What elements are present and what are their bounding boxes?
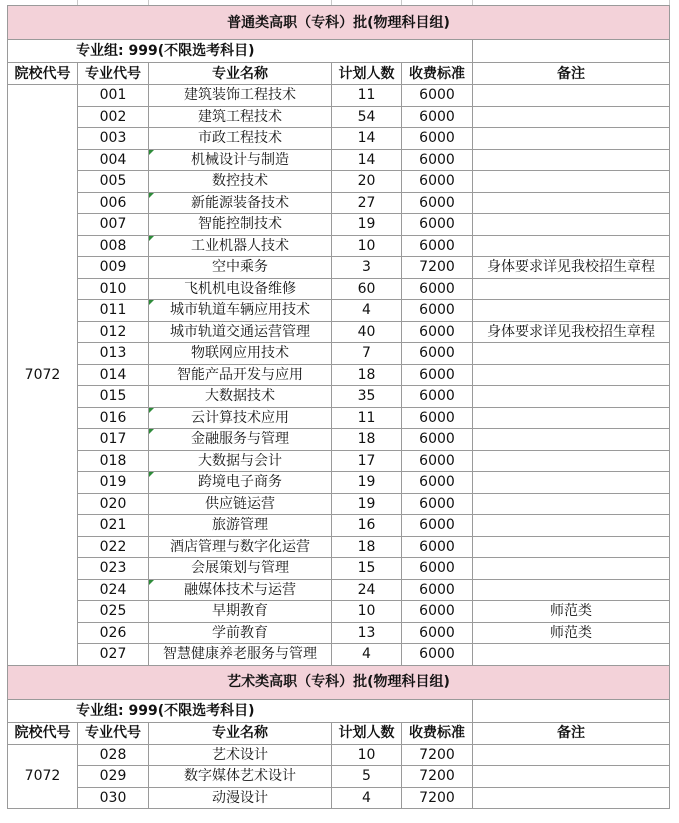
table-row: [8, 429, 670, 451]
plan-count: 3: [332, 257, 402, 279]
major-name: 建筑装饰工程技术: [149, 85, 332, 107]
fee: 6000: [402, 149, 473, 171]
table-row: [8, 622, 670, 644]
table-row: [8, 744, 670, 766]
note: [473, 744, 670, 766]
major-name: 城市轨道车辆应用技术: [149, 300, 332, 322]
note-header: 备注: [473, 63, 670, 85]
note: [473, 579, 670, 601]
note: [473, 149, 670, 171]
group-row: [8, 40, 670, 63]
major-code: 029: [78, 766, 149, 788]
note: [473, 515, 670, 537]
major-name: 酒店管理与数字化运营: [149, 536, 332, 558]
major-code: 023: [78, 558, 149, 580]
note: [473, 278, 670, 300]
fee: 6000: [402, 128, 473, 150]
major-name: 城市轨道交通运营管理: [149, 321, 332, 343]
major-code-header: 专业代号: [78, 722, 149, 744]
table-row: [8, 472, 670, 494]
fee: 6000: [402, 407, 473, 429]
major-name: 学前教育: [149, 622, 332, 644]
note: [473, 407, 670, 429]
major-name: 数字媒体艺术设计: [149, 766, 332, 788]
table-row: [8, 450, 670, 472]
fee: 6000: [402, 450, 473, 472]
fee: 6000: [402, 493, 473, 515]
major-name: 飞机机电设备维修: [149, 278, 332, 300]
note: [473, 364, 670, 386]
table-row: [8, 235, 670, 257]
plan-count: 18: [332, 536, 402, 558]
table-row: [8, 171, 670, 193]
table-row: [8, 579, 670, 601]
group-label: 专业组: 999(不限选考科目): [8, 40, 473, 63]
plan-count: 17: [332, 450, 402, 472]
plan-count-header: 计划人数: [332, 722, 402, 744]
major-name: 大数据技术: [149, 386, 332, 408]
fee: 6000: [402, 321, 473, 343]
major-code: 002: [78, 106, 149, 128]
note: [473, 536, 670, 558]
plan-count: 60: [332, 278, 402, 300]
table-row: [8, 536, 670, 558]
section-banner: [8, 665, 670, 699]
note: [473, 644, 670, 666]
section-banner: [8, 6, 670, 40]
note: [473, 300, 670, 322]
major-code: 020: [78, 493, 149, 515]
fee: 6000: [402, 364, 473, 386]
plan-count: 5: [332, 766, 402, 788]
major-name: 数控技术: [149, 171, 332, 193]
note: [473, 472, 670, 494]
major-name: 早期教育: [149, 601, 332, 623]
table-row: [8, 644, 670, 666]
plan-count-header: 计划人数: [332, 63, 402, 85]
major-code: 008: [78, 235, 149, 257]
plan-count: 10: [332, 235, 402, 257]
major-name: 艺术设计: [149, 744, 332, 766]
fee: 7200: [402, 257, 473, 279]
table-row: [8, 766, 670, 788]
major-name: 空中乘务: [149, 257, 332, 279]
note: [473, 429, 670, 451]
group-row: [8, 699, 670, 722]
major-code: 005: [78, 171, 149, 193]
major-code-header: 专业代号: [78, 63, 149, 85]
major-name-header: 专业名称: [149, 63, 332, 85]
plan-count: 7: [332, 343, 402, 365]
fee: 6000: [402, 536, 473, 558]
plan-count: 4: [332, 787, 402, 809]
note: 师范类: [473, 601, 670, 623]
major-code: 026: [78, 622, 149, 644]
fee: 6000: [402, 343, 473, 365]
cell-comment-marker: [149, 580, 154, 585]
fee-header: 收费标准: [402, 63, 473, 85]
fee: 7200: [402, 766, 473, 788]
table-row: [8, 407, 670, 429]
school-code: 7072: [8, 85, 78, 666]
major-name: 智慧健康养老服务与管理: [149, 644, 332, 666]
header-row: [8, 63, 670, 85]
table-row: [8, 787, 670, 809]
plan-count: 11: [332, 407, 402, 429]
table-row: [8, 364, 670, 386]
note: [473, 787, 670, 809]
fee: 6000: [402, 558, 473, 580]
major-name: 跨境电子商务: [149, 472, 332, 494]
major-code: 011: [78, 300, 149, 322]
plan-count: 4: [332, 644, 402, 666]
table-row: [8, 321, 670, 343]
plan-count: 15: [332, 558, 402, 580]
major-code: 007: [78, 214, 149, 236]
fee: 7200: [402, 744, 473, 766]
note: [473, 85, 670, 107]
plan-count: 27: [332, 192, 402, 214]
note: [473, 235, 670, 257]
cell-comment-marker: [149, 408, 154, 413]
major-code: 022: [78, 536, 149, 558]
table-row: [8, 300, 670, 322]
table-row: [8, 558, 670, 580]
note: [473, 192, 670, 214]
fee: 6000: [402, 579, 473, 601]
major-name: 动漫设计: [149, 787, 332, 809]
major-name-header: 专业名称: [149, 722, 332, 744]
major-name: 金融服务与管理: [149, 429, 332, 451]
school-code: 7072: [8, 744, 78, 809]
group-empty-cell: [473, 40, 670, 63]
table-row: [8, 149, 670, 171]
fee: 6000: [402, 622, 473, 644]
major-name: 工业机器人技术: [149, 235, 332, 257]
major-code: 013: [78, 343, 149, 365]
cell-comment-marker: [149, 236, 154, 241]
major-name: 新能源装备技术: [149, 192, 332, 214]
table-row: [8, 343, 670, 365]
major-code: 017: [78, 429, 149, 451]
fee: 7200: [402, 787, 473, 809]
major-code: 018: [78, 450, 149, 472]
section-title: 艺术类高职（专科）批(物理科目组): [8, 665, 670, 699]
note: [473, 128, 670, 150]
table-row: [8, 128, 670, 150]
major-code: 024: [78, 579, 149, 601]
plan-count: 10: [332, 744, 402, 766]
major-name: 建筑工程技术: [149, 106, 332, 128]
plan-count: 19: [332, 493, 402, 515]
table-row: [8, 85, 670, 107]
major-name: 物联网应用技术: [149, 343, 332, 365]
table-row: [8, 214, 670, 236]
note: [473, 386, 670, 408]
major-name: 旅游管理: [149, 515, 332, 537]
plan-count: 40: [332, 321, 402, 343]
fee: 6000: [402, 644, 473, 666]
fee: 6000: [402, 171, 473, 193]
fee: 6000: [402, 235, 473, 257]
fee: 6000: [402, 300, 473, 322]
admission-plan-table: [7, 5, 670, 809]
fee: 6000: [402, 214, 473, 236]
major-code: 014: [78, 364, 149, 386]
section-title: 普通类高职（专科）批(物理科目组): [8, 6, 670, 40]
major-name: 市政工程技术: [149, 128, 332, 150]
major-name: 机械设计与制造: [149, 149, 332, 171]
major-code: 009: [78, 257, 149, 279]
note: 师范类: [473, 622, 670, 644]
plan-count: 35: [332, 386, 402, 408]
plan-count: 10: [332, 601, 402, 623]
cell-comment-marker: [149, 300, 154, 305]
table-row: [8, 515, 670, 537]
major-code: 010: [78, 278, 149, 300]
table-row: [8, 257, 670, 279]
major-code: 015: [78, 386, 149, 408]
plan-count: 19: [332, 214, 402, 236]
major-code: 027: [78, 644, 149, 666]
major-name: 云计算技术应用: [149, 407, 332, 429]
major-code: 028: [78, 744, 149, 766]
table-row: [8, 493, 670, 515]
cell-comment-marker: [149, 472, 154, 477]
major-code: 012: [78, 321, 149, 343]
plan-count: 24: [332, 579, 402, 601]
note: 身体要求详见我校招生章程: [473, 257, 670, 279]
cell-comment-marker: [149, 429, 154, 434]
note: [473, 450, 670, 472]
table-row: [8, 386, 670, 408]
plan-count: 20: [332, 171, 402, 193]
fee: 6000: [402, 515, 473, 537]
table-row: [8, 278, 670, 300]
fee: 6000: [402, 106, 473, 128]
major-code: 006: [78, 192, 149, 214]
table-row: [8, 106, 670, 128]
plan-count: 16: [332, 515, 402, 537]
plan-count: 14: [332, 128, 402, 150]
major-code: 030: [78, 787, 149, 809]
major-code: 021: [78, 515, 149, 537]
cell-comment-marker: [149, 150, 154, 155]
fee: 6000: [402, 429, 473, 451]
major-name: 供应链运营: [149, 493, 332, 515]
group-empty-cell: [473, 699, 670, 722]
fee: 6000: [402, 472, 473, 494]
major-code: 016: [78, 407, 149, 429]
major-code: 019: [78, 472, 149, 494]
note: [473, 558, 670, 580]
table-row: [8, 601, 670, 623]
major-name: 大数据与会计: [149, 450, 332, 472]
fee: 6000: [402, 386, 473, 408]
fee: 6000: [402, 85, 473, 107]
plan-count: 18: [332, 429, 402, 451]
fee: 6000: [402, 601, 473, 623]
plan-count: 18: [332, 364, 402, 386]
cell-comment-marker: [149, 193, 154, 198]
group-label: 专业组: 999(不限选考科目): [8, 699, 473, 722]
plan-count: 11: [332, 85, 402, 107]
major-name: 智能控制技术: [149, 214, 332, 236]
note: [473, 106, 670, 128]
major-code: 004: [78, 149, 149, 171]
note: [473, 493, 670, 515]
plan-count: 13: [332, 622, 402, 644]
school-code-header: 院校代号: [8, 63, 78, 85]
fee-header: 收费标准: [402, 722, 473, 744]
plan-count: 14: [332, 149, 402, 171]
major-name: 融媒体技术与运营: [149, 579, 332, 601]
header-row: [8, 722, 670, 744]
fee: 6000: [402, 192, 473, 214]
major-name: 会展策划与管理: [149, 558, 332, 580]
school-code-header: 院校代号: [8, 722, 78, 744]
fee: 6000: [402, 278, 473, 300]
note-header: 备注: [473, 722, 670, 744]
plan-count: 54: [332, 106, 402, 128]
note: [473, 343, 670, 365]
major-code: 025: [78, 601, 149, 623]
note: [473, 766, 670, 788]
major-code: 003: [78, 128, 149, 150]
note: [473, 171, 670, 193]
major-code: 001: [78, 85, 149, 107]
note: 身体要求详见我校招生章程: [473, 321, 670, 343]
plan-count: 4: [332, 300, 402, 322]
major-name: 智能产品开发与应用: [149, 364, 332, 386]
plan-count: 19: [332, 472, 402, 494]
table-row: [8, 192, 670, 214]
note: [473, 214, 670, 236]
